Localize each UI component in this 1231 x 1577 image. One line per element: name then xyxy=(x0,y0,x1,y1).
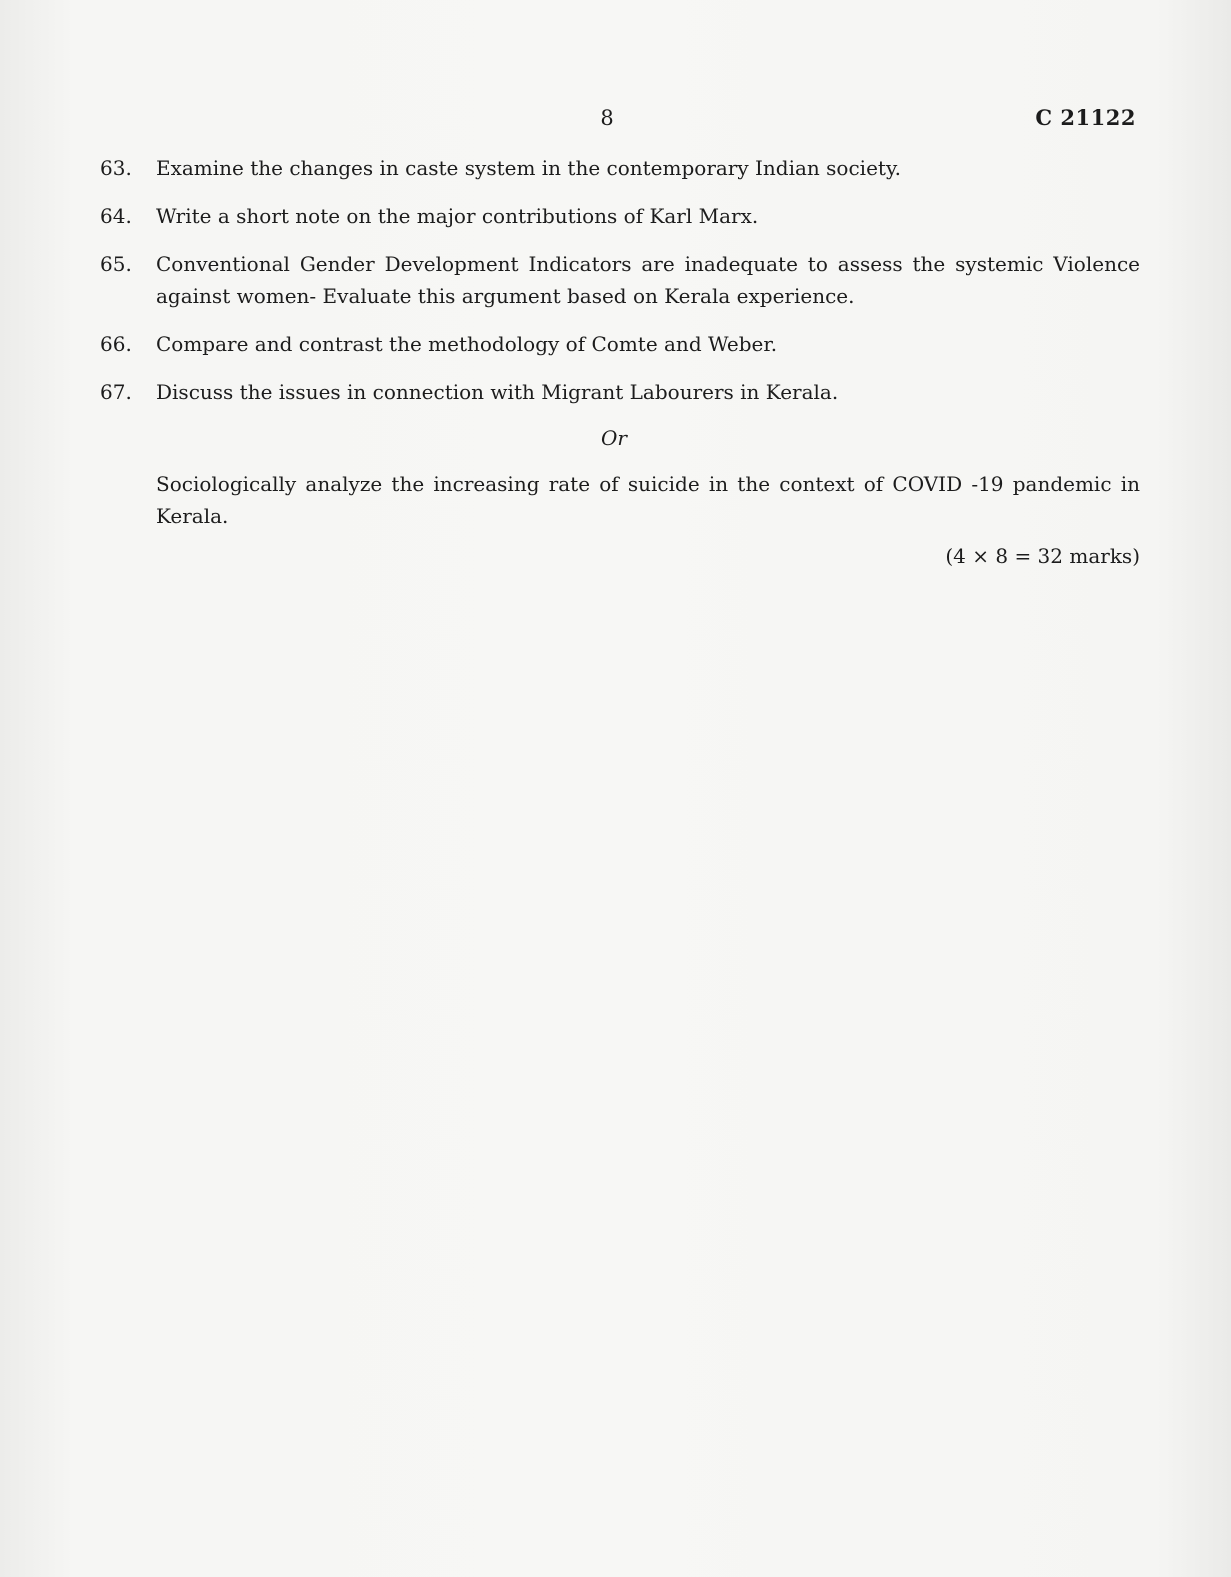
question-item xyxy=(100,328,1140,360)
question-number: 66. xyxy=(100,332,132,356)
question-text: Discuss the issues in connection with Migrant Labourers in Kerala. xyxy=(156,380,839,404)
page-number: 8 xyxy=(600,106,614,130)
paper-code: C 21122 xyxy=(1035,105,1136,130)
question-item xyxy=(100,248,1140,312)
question-text: Examine the changes in caste system in the contemporary Indian society. xyxy=(156,156,901,180)
alternative-question-text: Sociologically analyze the increasing rate of suicide in the context of COVID -19 pandemic in Kerala. xyxy=(156,472,1140,528)
question-number: 64. xyxy=(100,204,132,228)
bleed-through-texture xyxy=(0,620,1231,1520)
question-list xyxy=(100,152,1140,572)
question-item xyxy=(100,152,1140,184)
question-text: Compare and contrast the methodology of Comte and Weber. xyxy=(156,332,778,356)
question-item xyxy=(100,200,1140,232)
marks-allocation: (4 × 8 = 32 marks) xyxy=(945,544,1140,568)
question-number: 67. xyxy=(100,380,132,404)
question-text: Write a short note on the major contributions of Karl Marx. xyxy=(156,204,759,228)
question-number: 63. xyxy=(100,156,132,180)
question-text: Conventional Gender Development Indicators are inadequate to assess the systemic Violence against women- Evaluate this argument based on Kerala experience. xyxy=(156,252,1140,308)
or-separator: Or xyxy=(601,426,627,450)
question-number: 65. xyxy=(100,252,132,276)
question-item xyxy=(100,376,1140,408)
